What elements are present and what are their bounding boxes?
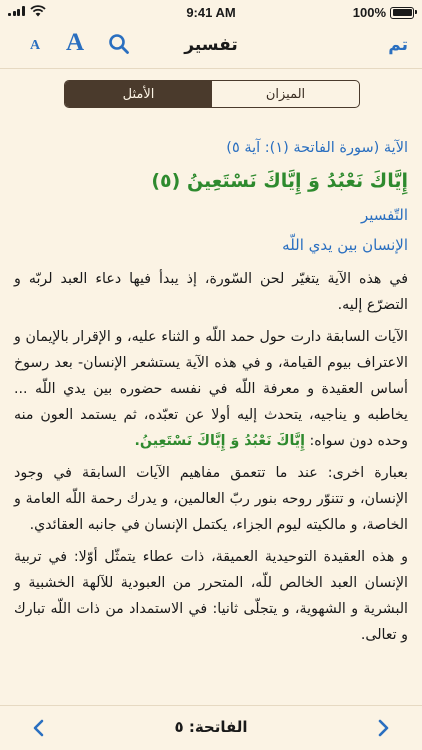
inline-quran-quote: إِيَّاكَ نَعْبُدُ وَ إِيَّاكَ نَسْتَعِينُ.: [134, 433, 305, 449]
chevron-right-icon[interactable]: [374, 719, 392, 737]
tafsir-content: [14, 140, 408, 654]
paragraph-2-text: الآيات السابقة دارت حول حمد اللّه و الثناء عليه، و الإقرار بالإيمان و الاعتراف بيوم القيامة، و في هذه الآية يستشعر الإنسان- بعد رسوخ أساس العقيدة و معرفة اللّه في نفسه حضوره بين يدي اللّه ... يخاطبه و يناجيه، يتحدث إليه أولا عن تعبّده، ثم يستمد العون منه وحده دون سواه:: [14, 329, 408, 449]
increase-font-button[interactable]: A: [66, 29, 85, 56]
decrease-font-button[interactable]: A: [30, 38, 41, 53]
paragraph-1: في هذه الآية يتغيّر لحن السّورة، إذ يبدأ فيها دعاء العبد لربّه و التضرّع إليه.: [14, 271, 408, 313]
paragraph-4: و هذه العقيدة التوحيدية العميقة، ذات عطاء يتمثّل أوّلا: في تربية الإنسان العبد الخالص للّه، المتحرر من العبودية للآلهة الخشبية و البشرية و الشهوية، و يتجلّى ثانيا: في الاستمداد من ذات اللّه تبارك و تعالى.: [14, 549, 408, 643]
page-title: تفسير: [184, 35, 238, 55]
section-title: الإنسان بين يدي اللّه: [282, 236, 408, 254]
done-button[interactable]: تم: [388, 35, 408, 55]
battery-icon: [390, 7, 414, 19]
segment-al-amthal[interactable]: الأمثل: [65, 81, 212, 107]
bottom-bar: [0, 705, 422, 750]
paragraph-3: بعبارة اخرى: عند ما تتعمق مفاهيم الآيات السابقة في وجود الإنسان، و تتنوّر روحه بنور ربّ العالمين، و يدرك رحمة اللّه العامة و الخاصة، و مالكيته ليوم الجزاء، يكتمل الإنسان في جانبه العقائدي.: [14, 465, 408, 533]
battery-percent: 100%: [352, 5, 386, 20]
status-time: 9:41 AM: [186, 5, 236, 20]
tafsir-label: التّفسير: [360, 206, 408, 224]
status-bar: [0, 0, 422, 24]
ayah-text: إِيَّاكَ نَعْبُدُ وَ إِيَّاكَ نَسْتَعِينُ (٥): [151, 170, 408, 192]
segment-al-mizan[interactable]: الميزان: [265, 86, 306, 102]
nav-bar: [0, 24, 422, 69]
status-right: [353, 5, 414, 20]
tafsir-source-segmented-control: [64, 80, 360, 108]
ayah-reference: الآية (سورة الفاتحة (١): آية ٥): [226, 140, 408, 156]
current-ayah-label: الفاتحة: ٥: [174, 718, 248, 736]
paragraph-2: [14, 324, 408, 454]
